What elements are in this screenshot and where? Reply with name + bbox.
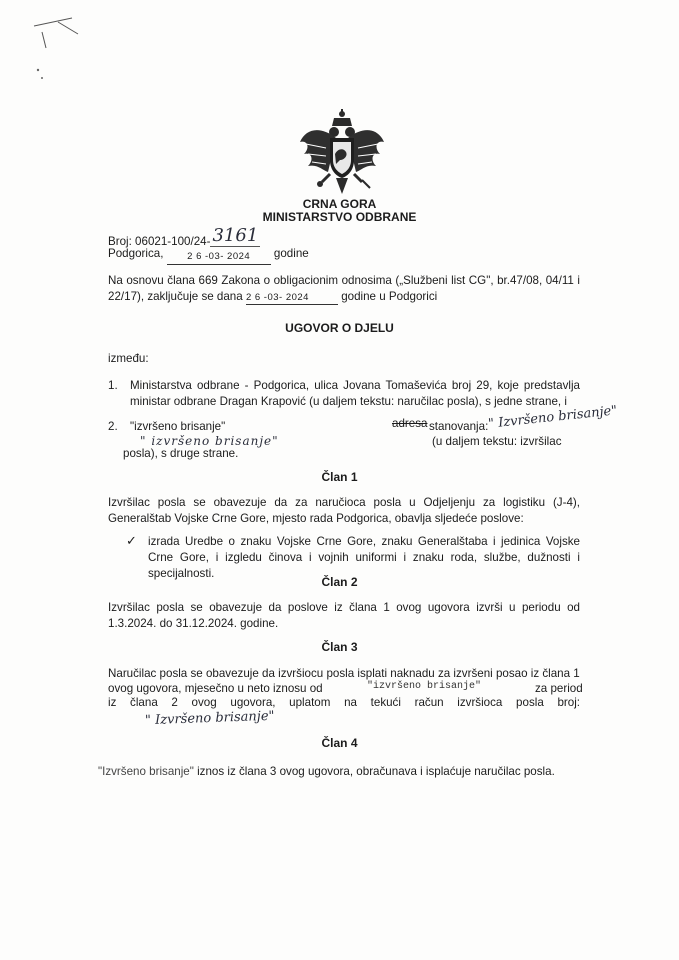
clan3-line2a: ovog ugovora, mjesečno u neto iznosu od (108, 682, 323, 695)
clan2-text: Izvršilac posla se obavezuje da poslove iz člana 1 ovog ugovora izvrši u periodu od 1.3.2024. do 31.12.2024. godine. (108, 601, 580, 630)
clan3-line3: iz člana 2 ovog ugovora, uplatom na tekući račun izvršioca posla broj: (108, 696, 580, 709)
reference-number-label: Broj: 06021-100/24- (108, 235, 211, 248)
date-stamp: 2 6 -03- 2024 (167, 250, 271, 265)
party1-text: Ministarstva odbrane - Podgorica, ulica Jovana Tomaševića broj 29, koje predstavlja ministar odbrane Dragan Krapović (u daljem tekstu: naručilac posla), s jedne strane, i (130, 379, 580, 408)
clan4-line (98, 764, 555, 780)
party2-name-redacted: "izvršeno brisanje" (130, 420, 226, 433)
clan4-redacted: "Izvršeno brisanje" (98, 765, 194, 778)
place-label: Podgorica, (108, 247, 164, 260)
clan1-text: Izvršilac posla se obavezuje da za naručioca posla u Odjeljenju za logistiku (J-4), Generalštab Vojske Crne Gore, mjesto rada Podgorica, obavlja sljedeće poslove: (108, 496, 580, 525)
party1-number: 1. (108, 379, 118, 392)
intro-date-stamp: 2 6 -03- 2024 (246, 291, 338, 305)
place-date-line (108, 246, 309, 263)
reference-number-handwritten: 3161 (212, 225, 259, 246)
intro-text-end: godine u Podgorici (341, 290, 438, 303)
clan3-redacted-amount: "izvršeno brisanje" (367, 681, 482, 692)
party2-handwritten-line: " izvršeno brisanje" (140, 434, 279, 448)
clan3-account-handwritten: " Izvršeno brisanje" (144, 708, 275, 729)
checkmark-bullet-icon: ✓ (126, 533, 137, 548)
party2-posla: posla), s druge strane. (123, 447, 239, 460)
party2-number: 2. (108, 420, 118, 433)
clan3-line1: Naručilac posla se obavezuje da izvršiocu posla isplati naknadu za izvršeni posao iz člana 1 (108, 667, 580, 680)
header-ministry: MINISTARSTVO ODBRANE (262, 210, 417, 224)
godine-label: godine (273, 247, 309, 260)
party2-adresa: adresa (392, 417, 428, 430)
intro-paragraph (108, 273, 580, 305)
party2-daljem: (u daljem tekstu: izvršilac (432, 435, 562, 448)
clan3-heading: Član 3 (321, 640, 358, 654)
pen-scribble-mark (28, 12, 88, 82)
clan3-line2b: za period (535, 682, 583, 695)
contract-title: UGOVOR O DJELU (285, 321, 394, 335)
clan4-heading: Član 4 (321, 736, 358, 750)
party2-stanovanja: stanovanja: (429, 420, 489, 433)
clan1-bullet-text: izrada Uredbe o znaku Vojske Crne Gore, znaku Generalštaba i jedinica Vojske Crne Gore, i izgledu činova i vojnih uniformi i znaku roda, službe, dužnosti i specijalnosti. (148, 535, 580, 580)
izmedju-label: između: (108, 352, 149, 365)
intro-text: Na osnovu člana 669 Zakona o obligacionim odnosima („Službeni list CG", br.47/08, 04/11 i 22/17), zaključuje se dana (108, 274, 580, 303)
clan2-heading: Član 2 (321, 575, 358, 589)
header-country: CRNA GORA (302, 197, 377, 211)
party2-address-handwritten: " Izvršeno brisanje" (487, 403, 618, 432)
clan4-text: iznos iz člana 3 ovog ugovora, obračunava i isplaćuje naručilac posla. (197, 765, 555, 778)
clan1-heading: Član 1 (321, 470, 358, 484)
coat-of-arms-emblem (296, 108, 388, 200)
